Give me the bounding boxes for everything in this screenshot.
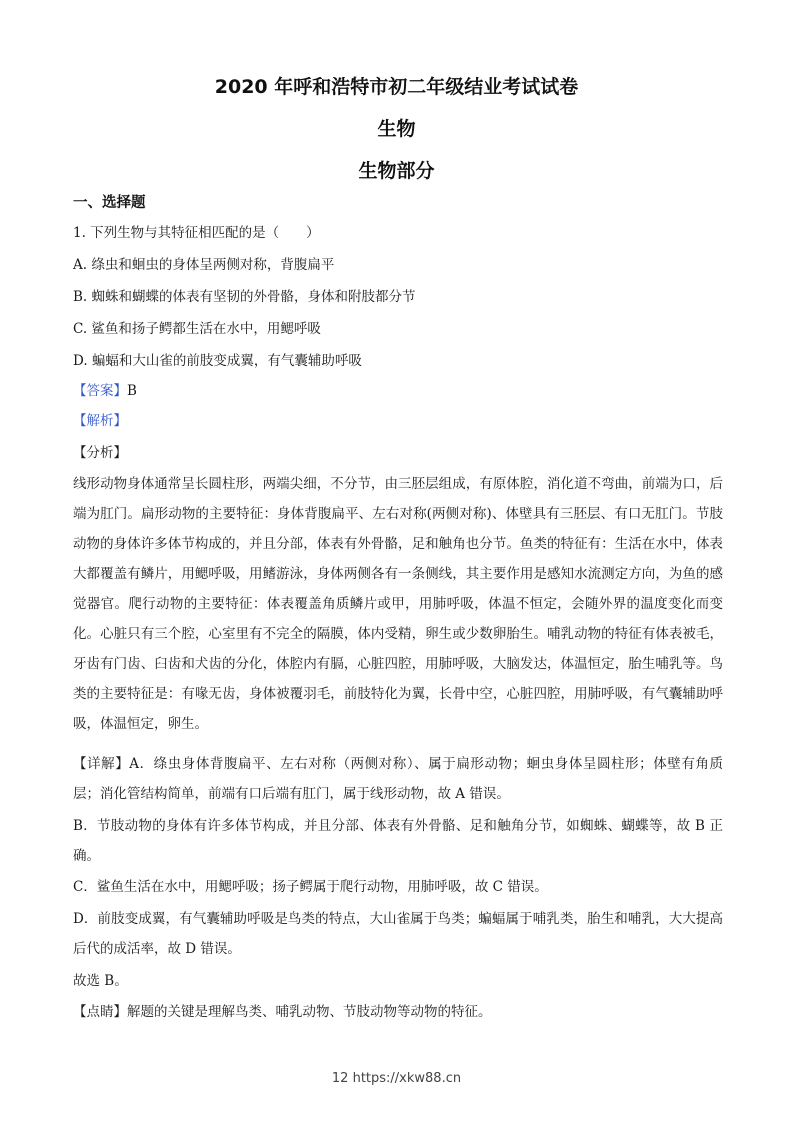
detail-d-paragraph: D．前肢变成翼，有气囊辅助呼吸是鸟类的特点，大山雀属于鸟类；蝙蝠属于哺乳类，胎生和哺乳，大大提高后代的成活率，故 D 错误。 (73, 911, 723, 957)
answer-label: 【答案】 (73, 383, 127, 399)
option-b: B. 蜘蛛和蝴蝶的体表有坚韧的外骨骼，身体和附肢都分节 (73, 289, 416, 305)
question-stem: 1. 下列生物与其特征相匹配的是（ ） (73, 225, 320, 241)
analysis-label: 【解析】 (73, 413, 127, 429)
detail-b-paragraph: B．节肢动物的身体有许多体节构成，并且分部、体表有外骨骼、足和触角分节，如蜘蛛、蝴蝶等，故 B 正确。 (73, 818, 723, 864)
detail-a-paragraph: 【详解】A．绦虫身体背腹扁平、左右对称（两侧对称）、属于扁形动物；蛔虫身体呈圆柱形；体壁有角质层；消化管结构简单，前端有口后端有肛门，属于线形动物，故 A 错误。 (73, 756, 723, 802)
dianjing-line: 【点睛】解题的关键是理解鸟类、哺乳动物、节肢动物等动物的特征。 (73, 1004, 492, 1020)
section-heading: 一、选择题 (73, 195, 146, 211)
part-title: 生物部分 (358, 160, 435, 182)
option-d: D. 蝙蝠和大山雀的前肢变成翼，有气囊辅助呼吸 (73, 353, 362, 369)
option-c: C. 鲨鱼和扬子鳄都生活在水中，用鳃呼吸 (73, 321, 321, 337)
page-footer: 12 https://xkw88.cn (331, 1071, 462, 1086)
answer-line (73, 382, 723, 400)
subject-title: 生物 (377, 118, 416, 140)
answer-value: B (127, 383, 137, 399)
conclusion-line: 故选 B。 (73, 973, 128, 989)
option-a: A. 绦虫和蛔虫的身体呈两侧对称，背腹扁平 (73, 257, 335, 273)
fenxi-paragraph: 线形动物身体通常呈长圆柱形，两端尖细，不分节，由三胚层组成，有原体腔，消化道不弯曲，前端为口，后端为肛门。扁形动物的主要特征：身体背腹扁平、左右对称(两侧对称)、体壁具有三胚层、有口无肛门。节肢动物的身体许多体节构成的，并且分部，体表有外骨骼，足和触角也分节。鱼类的特征有：生活在水中，体表大都覆盖有鳞片，用鳃呼吸，用鳍游泳，身体两侧各有一条侧线，其主要作用是感知水流测定方向，为鱼的感觉器官。爬行动物的主要特征：体表覆盖角质鳞片或甲，用肺呼吸，体温不恒定，会随外界的温度变化而变化。心脏只有三个腔，心室里有不完全的隔膜，体内受精，卵生或少数卵胎生。哺乳动物的特征有体表被毛，牙齿有门齿、臼齿和犬齿的分化，体腔内有膈，心脏四腔，用肺呼吸，大脑发达，体温恒定，胎生哺乳等。鸟类的主要特征是：有喙无齿，身体被覆羽毛，前肢特化为翼，长骨中空，心脏四腔，用肺呼吸，有气囊辅助呼吸，体温恒定，卵生。 (73, 476, 723, 732)
exam-title: 2020 年呼和浩特市初二年级结业考试试卷 (214, 76, 579, 98)
fenxi-label: 【分析】 (73, 445, 127, 461)
detail-c-paragraph: C．鲨鱼生活在水中，用鳃呼吸；扬子鳄属于爬行动物，用肺呼吸，故 C 错误。 (73, 879, 548, 895)
